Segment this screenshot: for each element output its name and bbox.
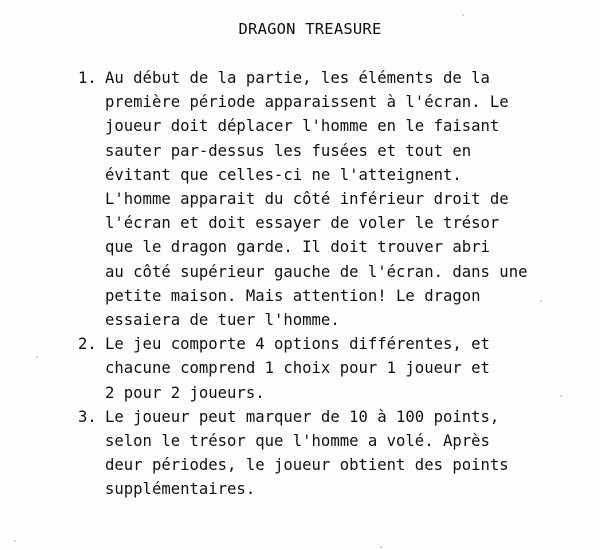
text-line: que le dragon garde. Il doit trouver abri: [105, 238, 490, 257]
text-line: Au début de la partie, les éléments de la: [105, 69, 490, 87]
text-line: L'homme apparait du côté inférieur droit de: [105, 190, 509, 209]
text-line: l'écran et doit essayer de voler le trésor: [105, 214, 500, 233]
paper-speck: [36, 356, 38, 358]
item-number: 3.: [78, 407, 97, 426]
item-number: 2.: [78, 335, 97, 354]
instruction-item-3: [78, 405, 578, 502]
text-line: sauter par-dessus les fusées et tout en: [105, 141, 472, 160]
text-line: chacune comprend 1 choix pour 1 joueur et: [105, 359, 490, 378]
paper-speck: [14, 540, 16, 542]
paper-speck: [380, 546, 382, 548]
text-line: supplémentaires.: [105, 480, 256, 499]
instruction-item-1: [78, 66, 578, 332]
text-line: au côté supérieur gauche de l'écran. dans une: [105, 262, 528, 281]
text-line: essaiera de tuer l'homme.: [105, 311, 340, 330]
text-line: Le joueur peut marquer de 10 à 100 points,: [105, 407, 500, 426]
item-number: 1.: [78, 69, 97, 87]
text-line: première période apparaissent à l'écran. Le: [105, 93, 509, 112]
instruction-item-2: [78, 332, 578, 405]
document-title: DRAGON TREASURE: [238, 20, 382, 38]
paper-speck: [462, 14, 464, 16]
text-line: petite maison. Mais attention! Le dragon: [105, 286, 481, 305]
text-line: Le jeu comporte 4 options différentes, et: [105, 335, 490, 354]
text-line: évitant que celles-ci ne l'atteignent.: [105, 165, 462, 184]
text-line: joueur doit déplacer l'homme en le faisant: [105, 117, 500, 136]
text-line: selon le trésor que l'homme a volé. Après: [105, 432, 490, 451]
instructions-list: [78, 66, 578, 502]
text-line: deur périodes, le joueur obtient des points: [105, 456, 509, 475]
text-line: 2 pour 2 joueurs.: [105, 383, 265, 402]
